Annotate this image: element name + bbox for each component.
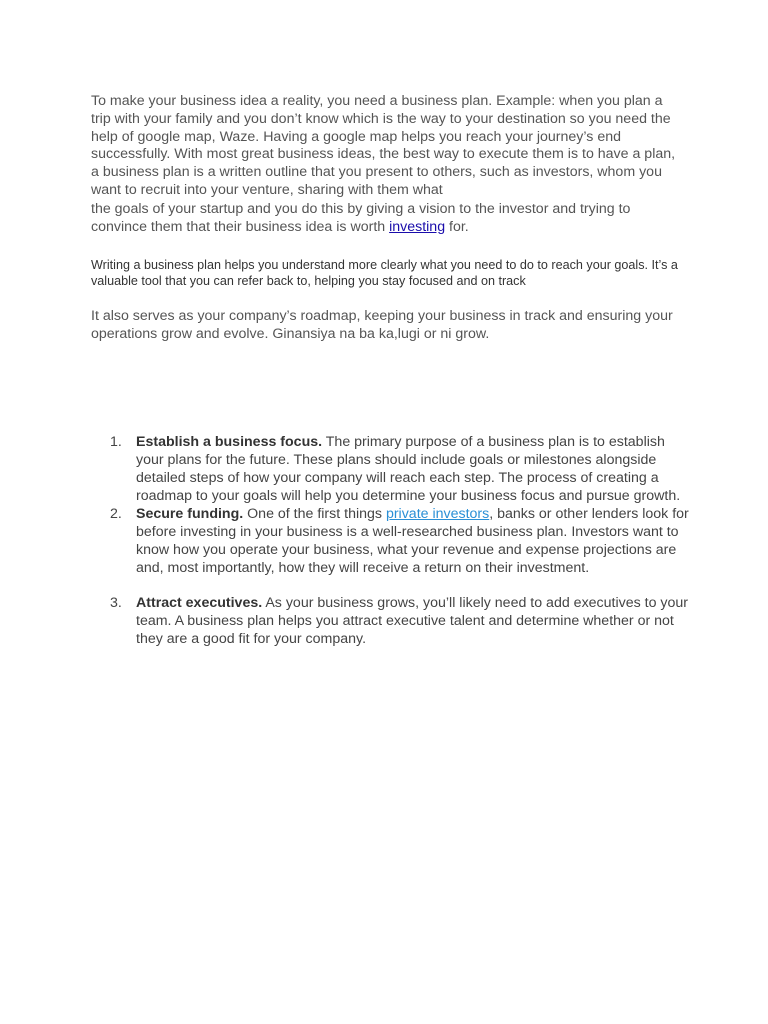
paragraph-intro-text-c: for. [445,218,469,235]
paragraph-why-write: Writing a business plan helps you understand more clearly what you need to do to reach your goals. It’s a valuable tool that you can refer back to, helping you stay focused and on track [91,258,678,288]
list-number: 3. [110,595,122,611]
list-item-business-focus [90,433,690,505]
paragraph-intro-text-b: the goals of your startup and you do this by giving a vision to the investor and trying to convince them that their business idea is worth [91,200,631,235]
list-item-title: Attract executives. [136,595,263,611]
benefits-list [90,433,690,648]
list-item-title: Secure funding. [136,506,244,522]
paragraph-intro-ending [91,201,681,237]
list-number: 1. [110,434,122,450]
list-item-text-b: , banks or other lenders look for before investing in your business is a well-researched business plan. Investors want to know how you operate your business, what your revenue and expense projections are and, most importantly, how they will receive a return on their investment. [136,506,689,576]
list-item-title: Establish a business focus. [136,434,323,450]
paragraph-intro [91,93,681,236]
paragraph-roadmap: It also serves as your company’s roadmap, keeping your business in track and ensuring your operations grow and evolve. Ginansiya na ba ka,lugi or ni grow. [91,308,673,342]
private-investors-link[interactable]: private investors [385,506,490,522]
list-number: 2. [110,506,122,522]
paragraph-intro-text: To make your business idea a reality, you need a business plan. Example: when you plan a trip with your family and you don’t know which is the way to your destination so you need the help of google map, Waze. Having a google map helps you reach your journey’s end successfully. With most great business ideas, the best way to execute them is to have a plan, a business plan is a written outline that you present to others, such as investors, whom you want to recruit into your venture, sharing with them what [91,93,676,198]
list-item-secure-funding [90,505,690,577]
list-item-text: One of the first things [243,506,386,522]
list-item-text: As your business grows, you’ll likely need to add executives to your team. A business plan helps you attract executive talent and determine whether or not they are a good fit for your company. [136,595,689,647]
list-item-attract-executives [90,594,690,648]
investing-link[interactable]: investing [389,218,446,235]
list-item-text: The primary purpose of a business plan is to establish your plans for the future. These plans should include goals or milestones alongside detailed steps of how your company will reach each step. The process of creating a roadmap to your goals will help you determine your business focus and pursue growth. [136,434,681,504]
